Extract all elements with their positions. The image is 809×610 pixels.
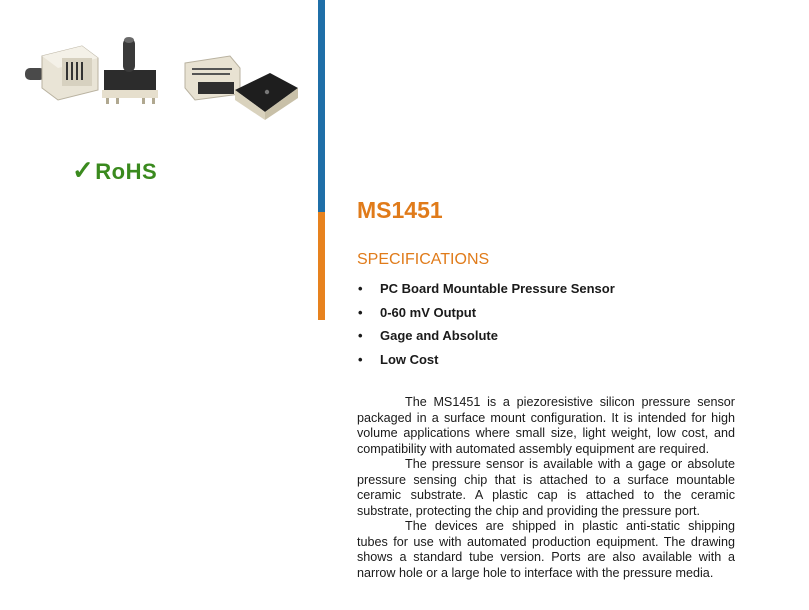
spec-item: • Gage and Absolute: [357, 324, 615, 348]
spec-item: • 0-60 mV Output: [357, 301, 615, 325]
specifications-heading: SPECIFICATIONS: [357, 251, 490, 268]
description-paragraph: The pressure sensor is available with a gage or absolute pressure sensing chip that is attached to a surface mountable ceramic substrate. A plastic cap is attached to the ceramic substrate, protecting the chip and providing the pressure port.: [357, 457, 735, 518]
sensor-with-side-port: [25, 46, 98, 100]
check-mark-icon: ✓: [72, 155, 95, 185]
sensor-with-vertical-port: [102, 37, 158, 104]
rohs-label: RoHS: [95, 159, 158, 184]
sensor-flat-ceramic: [185, 56, 240, 100]
description-paragraph: The devices are shipped in plastic anti-static shipping tubes for use with automated production equipment. The drawing shows a standard tube version. Ports are also available with a narrow hole or a large hole to interface with the pressure media.: [357, 519, 735, 580]
spec-item: • PC Board Mountable Pressure Sensor: [357, 277, 615, 301]
product-photo: [20, 28, 310, 128]
accent-bar-blue: [318, 0, 325, 212]
description-paragraph: The MS1451 is a piezoresistive silicon pressure sensor packaged in a surface mount configuration. It is intended for high volume applications where small size, light weight, low cost, and compatibility with automated assembly equipment are required.: [357, 395, 735, 456]
accent-bar-orange: [318, 212, 325, 320]
sensor-black-cap: [235, 73, 298, 120]
product-description: [357, 395, 735, 581]
rohs-compliance-logo: [72, 155, 157, 186]
specifications-list: [357, 277, 615, 371]
product-title: MS1451: [357, 197, 443, 223]
spec-item: • Low Cost: [357, 348, 615, 372]
